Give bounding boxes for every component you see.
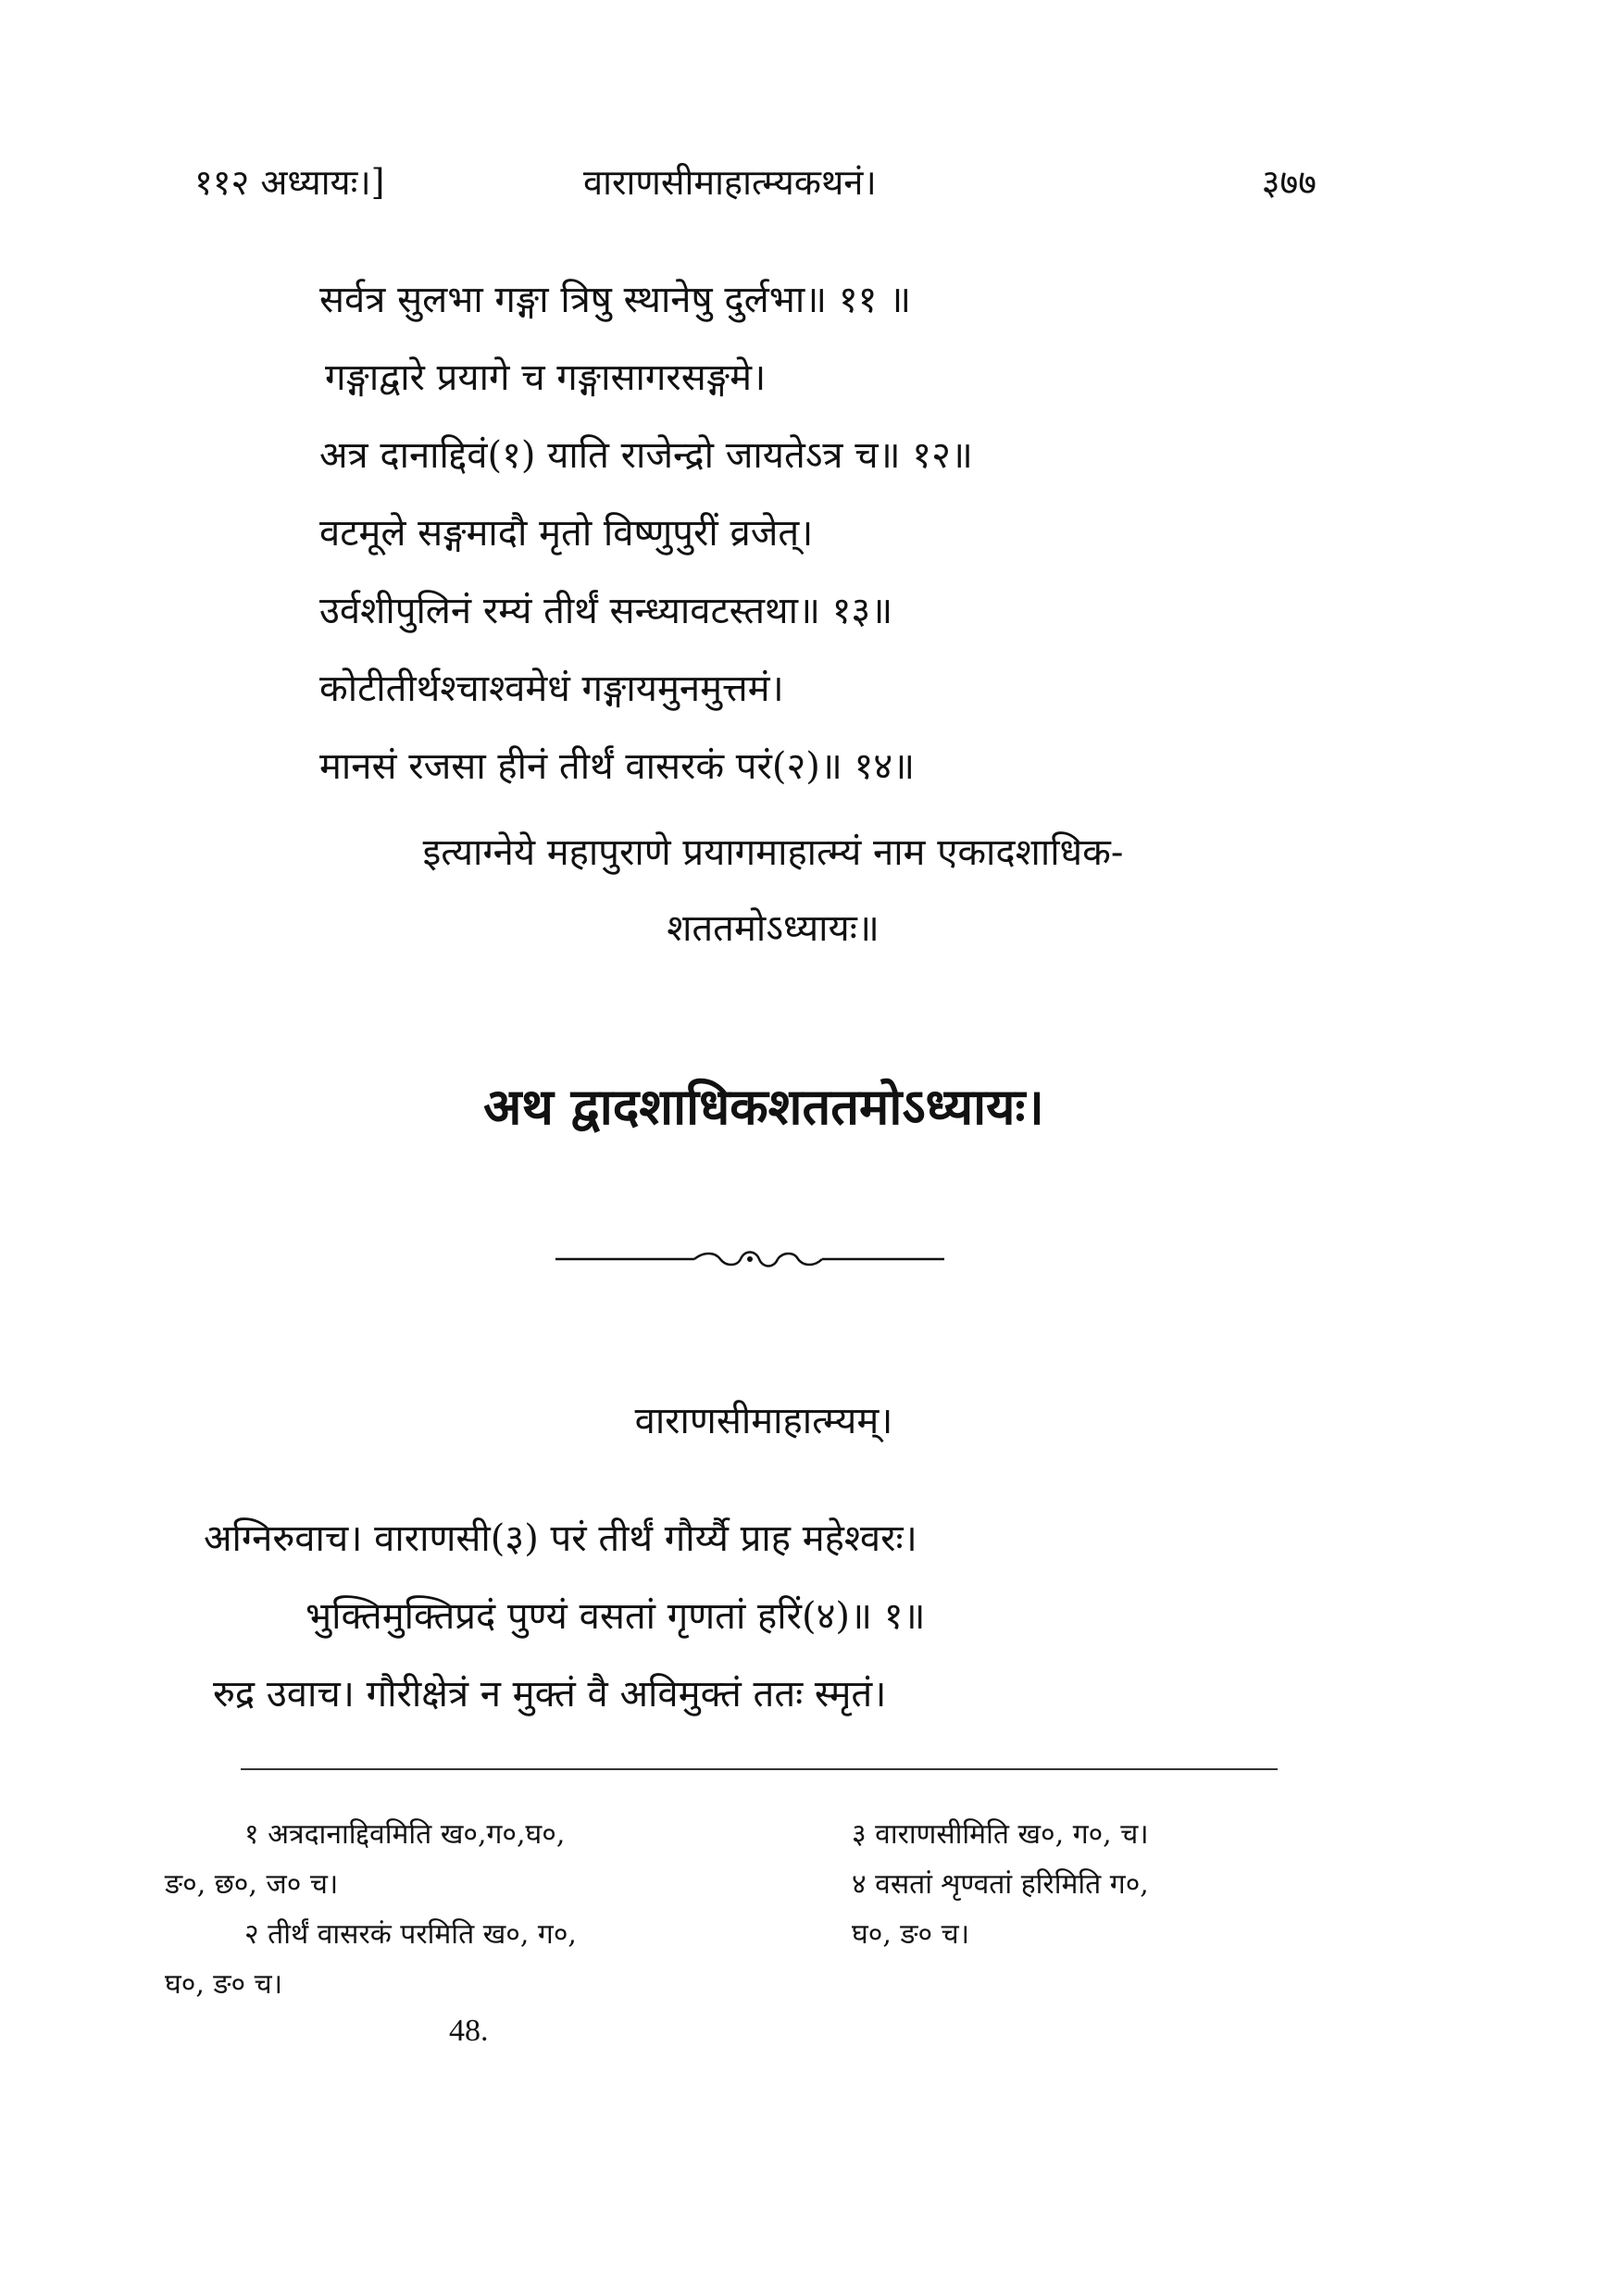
chapter-heading: अथ द्वादशाधिकशततमोऽध्यायः। (483, 1077, 1044, 1136)
footnote-separator (241, 1768, 1278, 1770)
section-title: वाराणसीमाहात्म्यम्। (634, 1400, 893, 1442)
verse-line: उर्वशीपुलिनं रम्यं तीर्थं सन्ध्यावटस्तथा॥ १३॥ (319, 590, 893, 632)
colophon-line: इत्याग्नेये महापुराणे प्रयागमाहात्म्यं नाम एकादशाधिक- (422, 831, 1124, 874)
verse-block (319, 261, 1245, 805)
footnote: ३ वाराणसीमिति ख०, ग०, च। (852, 1818, 1149, 1851)
running-header (194, 157, 1316, 222)
footnote: २ तीर्थं वासरकं परमिति ख०, ग०, (244, 1918, 577, 1951)
verse-line: मानसं रजसा हीनं तीर्थं वासरकं परं(२)॥ १४॥ (319, 745, 916, 788)
body-text (204, 1500, 1278, 1733)
footnote-continuation: घ०, ङ० च। (852, 1918, 970, 1951)
footnote: १ अत्रदानाद्दिवमिति ख०,ग०,घ०, (244, 1818, 566, 1851)
colophon-line: शततमोऽध्यायः॥ (667, 907, 880, 950)
chapter-colophon (250, 815, 1296, 967)
verse-line: अत्र दानाद्दिवं(१) याति राजेन्द्रो जायतेऽत्र च॥ १२॥ (319, 434, 973, 477)
verse-line: गङ्गाद्वारे प्रयागे च गङ्गासागरसङ्गमे। (325, 356, 767, 399)
verse-line: कोटीतीर्थश्चाश्वमेधं गङ्गायमुनमुत्तमं। (319, 668, 784, 710)
footnotes-right-column (815, 1810, 1296, 1960)
footnotes-left-column (165, 1810, 739, 2010)
running-title: वाराणसीमाहात्म्यकथनं। (583, 162, 877, 203)
body-line: रुद्र उवाच। गौरीक्षेत्रं न मुक्तं वै अविमुक्तं ततः स्मृतं। (213, 1673, 887, 1716)
verse-line: वटमूले सङ्गमादौ मृतो विष्णुपुरीं व्रजेत्। (319, 512, 814, 555)
ornament-divider (555, 1241, 944, 1278)
footnote-continuation: घ०, ङ० च। (165, 1968, 283, 2001)
body-line: अग्निरुवाच। वाराणसी(३) परं तीर्थं गौर्य्यै प्राह महेश्वरः। (204, 1517, 917, 1560)
page-number: ३७७ (1261, 162, 1316, 203)
body-line: भुक्तिमुक्तिप्रदं पुण्यं वसतां गृणतां हरिं(४)॥ १॥ (306, 1595, 926, 1638)
footnote-continuation: ङ०, छ०, ज० च। (165, 1868, 339, 1901)
chapter-reference: ११२ अध्यायः।] (194, 162, 385, 203)
verse-line: सर्वत्र सुलभा गङ्गा त्रिषु स्थानेषु दुर्लभा॥ ११ ॥ (319, 279, 912, 321)
signature-mark: 48. (449, 2014, 489, 2048)
footnote: ४ वसतां शृण्वतां हरिमिति ग०, (852, 1868, 1149, 1901)
